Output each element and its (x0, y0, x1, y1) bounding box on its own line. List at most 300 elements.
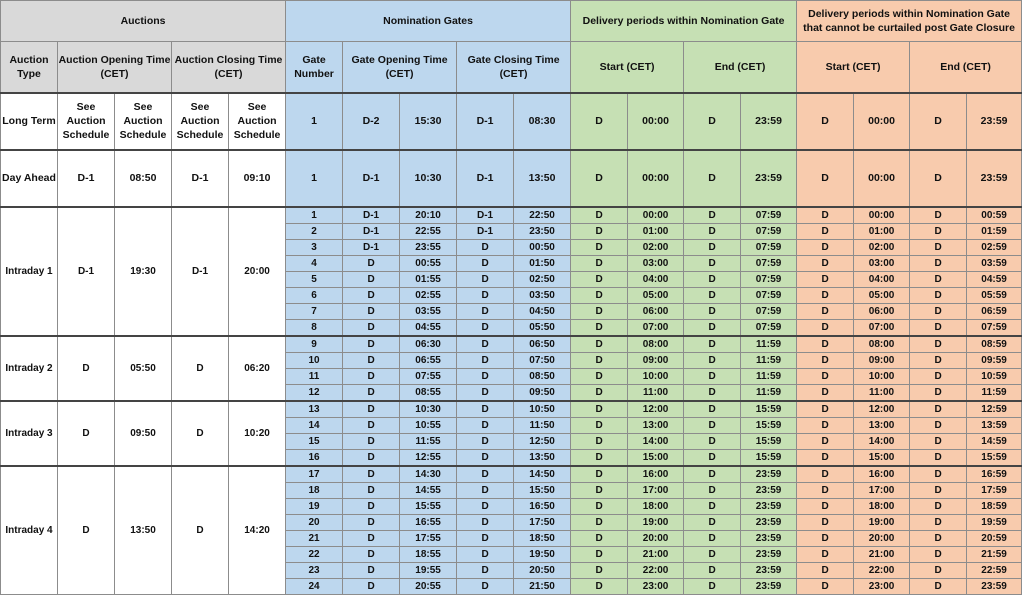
gate-closing-day: D (457, 384, 514, 401)
auction-closing-day: See Auction Schedule (172, 93, 229, 150)
gate-opening-time: 19:55 (400, 562, 457, 578)
gate-opening-time: 10:30 (400, 150, 457, 207)
gate-closing-day: D (457, 401, 514, 418)
gate-opening-day: D (343, 352, 400, 368)
delivery-start-time: 15:00 (628, 449, 684, 466)
delivery-start-time: 09:00 (628, 352, 684, 368)
table-row (1, 336, 1022, 353)
delivery-start-day: D (571, 466, 628, 483)
delivery-start-time: 12:00 (628, 401, 684, 418)
non-curtailable-end-day: D (910, 530, 967, 546)
gate-closing-day: D (457, 303, 514, 319)
auction-closing-time: 10:20 (229, 401, 286, 466)
auction-opening-time: See Auction Schedule (115, 93, 172, 150)
gate-number: 7 (286, 303, 343, 319)
gate-number: 1 (286, 150, 343, 207)
non-curtailable-end-time: 02:59 (967, 239, 1022, 255)
table-row (1, 150, 1022, 207)
gate-number: 10 (286, 352, 343, 368)
delivery-start-time: 14:00 (628, 433, 684, 449)
non-curtailable-start-time: 05:00 (854, 287, 910, 303)
non-curtailable-start-time: 19:00 (854, 514, 910, 530)
gate-opening-day: D-1 (343, 150, 400, 207)
delivery-end-day: D (684, 93, 741, 150)
non-curtailable-start-day: D (797, 271, 854, 287)
delivery-start-day: D (571, 150, 628, 207)
delivery-start-time: 02:00 (628, 239, 684, 255)
gate-opening-day: D (343, 482, 400, 498)
non-curtailable-start-day: D (797, 433, 854, 449)
gate-opening-time: 10:30 (400, 401, 457, 418)
non-curtailable-start-day: D (797, 287, 854, 303)
gate-closing-time: 12:50 (514, 433, 571, 449)
auction-opening-day: D (58, 401, 115, 466)
gate-opening-header: Gate Opening Time (CET) (343, 42, 457, 93)
delivery-end-day: D (684, 207, 741, 224)
non-curtailable-start-time: 08:00 (854, 336, 910, 353)
auction-type-header: Auction Type (1, 42, 58, 93)
auction-opening-header: Auction Opening Time (CET) (58, 42, 172, 93)
gate-number: 2 (286, 223, 343, 239)
delivery-start-time: 21:00 (628, 546, 684, 562)
nomination-gates-header: Nomination Gates (286, 1, 571, 42)
non-curtailable-start-day: D (797, 239, 854, 255)
gate-opening-time: 16:55 (400, 514, 457, 530)
non-curtailable-end-time: 06:59 (967, 303, 1022, 319)
non-curtailable-end-time: 18:59 (967, 498, 1022, 514)
auction-type: Day Ahead (1, 150, 58, 207)
gate-closing-time: 11:50 (514, 417, 571, 433)
delivery-end-time: 07:59 (741, 319, 797, 336)
gate-opening-day: D (343, 417, 400, 433)
delivery-start-time: 19:00 (628, 514, 684, 530)
non-curtailable-start-day: D (797, 417, 854, 433)
delivery-end-day: D (684, 530, 741, 546)
non-curtailable-end-time: 08:59 (967, 336, 1022, 353)
delivery-end-time: 23:59 (741, 514, 797, 530)
delivery-end-day: D (684, 271, 741, 287)
non-curtailable-end-day: D (910, 562, 967, 578)
gate-closing-time: 14:50 (514, 466, 571, 483)
non-curtailable-start-time: 10:00 (854, 368, 910, 384)
delivery-start-time: 04:00 (628, 271, 684, 287)
delivery-end-time: 23:59 (741, 93, 797, 150)
non-curtailable-end-time: 04:59 (967, 271, 1022, 287)
non-curtailable-end-time: 19:59 (967, 514, 1022, 530)
delivery-end-day: D (684, 150, 741, 207)
non-curtailable-end-day: D (910, 239, 967, 255)
delivery-end-day: D (684, 482, 741, 498)
delivery-start-day: D (571, 223, 628, 239)
auction-opening-day: D-1 (58, 150, 115, 207)
gate-closing-header: Gate Closing Time (CET) (457, 42, 571, 93)
non-curtailable-end-time: 13:59 (967, 417, 1022, 433)
gate-opening-day: D (343, 287, 400, 303)
gate-closing-time: 00:50 (514, 239, 571, 255)
non-curtailable-start-time: 17:00 (854, 482, 910, 498)
gate-opening-day: D (343, 368, 400, 384)
non-curtailable-end-header: End (CET) (910, 42, 1022, 93)
delivery-start-day: D (571, 514, 628, 530)
non-curtailable-end-time: 07:59 (967, 319, 1022, 336)
gate-opening-day: D (343, 303, 400, 319)
delivery-end-time: 23:59 (741, 578, 797, 594)
delivery-end-day: D (684, 287, 741, 303)
auction-type: Intraday 1 (1, 207, 58, 336)
delivery-start-day: D (571, 498, 628, 514)
gate-closing-time: 08:50 (514, 368, 571, 384)
gate-number: 5 (286, 271, 343, 287)
gate-number: 1 (286, 93, 343, 150)
non-curtailable-start-time: 14:00 (854, 433, 910, 449)
non-curtailable-start-day: D (797, 514, 854, 530)
gate-opening-time: 23:55 (400, 239, 457, 255)
gate-closing-time: 04:50 (514, 303, 571, 319)
non-curtailable-end-day: D (910, 352, 967, 368)
delivery-start-header: Start (CET) (571, 42, 684, 93)
delivery-end-day: D (684, 401, 741, 418)
delivery-end-time: 15:59 (741, 401, 797, 418)
delivery-end-day: D (684, 319, 741, 336)
non-curtailable-end-time: 20:59 (967, 530, 1022, 546)
auction-opening-time: 05:50 (115, 336, 172, 401)
non-curtailable-end-time: 14:59 (967, 433, 1022, 449)
delivery-start-day: D (571, 255, 628, 271)
delivery-start-time: 23:00 (628, 578, 684, 594)
gate-opening-time: 04:55 (400, 319, 457, 336)
non-curtailable-end-day: D (910, 287, 967, 303)
delivery-start-day: D (571, 401, 628, 418)
delivery-end-day: D (684, 368, 741, 384)
delivery-end-day: D (684, 336, 741, 353)
table-row (1, 466, 1022, 483)
delivery-start-day: D (571, 546, 628, 562)
delivery-end-day: D (684, 498, 741, 514)
non-curtailable-end-day: D (910, 223, 967, 239)
non-curtailable-header: Delivery periods within Nomination Gate that cannot be curtailed post Gate Closure (797, 1, 1022, 42)
gate-opening-time: 06:55 (400, 352, 457, 368)
gate-opening-day: D-1 (343, 239, 400, 255)
delivery-start-day: D (571, 207, 628, 224)
non-curtailable-end-day: D (910, 449, 967, 466)
gate-closing-day: D (457, 319, 514, 336)
gate-opening-time: 02:55 (400, 287, 457, 303)
gate-opening-time: 12:55 (400, 449, 457, 466)
auction-closing-day: D-1 (172, 150, 229, 207)
delivery-start-day: D (571, 578, 628, 594)
delivery-start-time: 05:00 (628, 287, 684, 303)
auction-opening-time: 13:50 (115, 466, 172, 595)
gate-closing-day: D (457, 466, 514, 483)
table-row (1, 401, 1022, 418)
non-curtailable-start-time: 20:00 (854, 530, 910, 546)
non-curtailable-end-day: D (910, 546, 967, 562)
gate-number: 19 (286, 498, 343, 514)
non-curtailable-start-time: 00:00 (854, 150, 910, 207)
delivery-periods-header: Delivery periods within Nomination Gate (571, 1, 797, 42)
gate-number: 11 (286, 368, 343, 384)
delivery-end-day: D (684, 239, 741, 255)
auction-closing-day: D-1 (172, 207, 229, 336)
gate-number: 1 (286, 207, 343, 224)
gate-closing-day: D (457, 417, 514, 433)
gate-closing-day: D (457, 562, 514, 578)
auction-closing-day: D (172, 466, 229, 595)
delivery-start-time: 01:00 (628, 223, 684, 239)
delivery-start-day: D (571, 319, 628, 336)
gate-closing-day: D (457, 498, 514, 514)
auction-opening-day: D (58, 466, 115, 595)
delivery-start-time: 00:00 (628, 207, 684, 224)
non-curtailable-start-time: 09:00 (854, 352, 910, 368)
gate-opening-day: D (343, 514, 400, 530)
gate-number: 20 (286, 514, 343, 530)
gate-closing-day: D-1 (457, 93, 514, 150)
delivery-end-time: 11:59 (741, 336, 797, 353)
delivery-end-time: 15:59 (741, 417, 797, 433)
delivery-start-day: D (571, 93, 628, 150)
non-curtailable-start-time: 07:00 (854, 319, 910, 336)
delivery-end-day: D (684, 303, 741, 319)
gate-closing-time: 13:50 (514, 449, 571, 466)
auction-closing-day: D (172, 401, 229, 466)
non-curtailable-start-time: 15:00 (854, 449, 910, 466)
delivery-start-time: 20:00 (628, 530, 684, 546)
gate-number: 3 (286, 239, 343, 255)
delivery-start-day: D (571, 449, 628, 466)
delivery-end-time: 07:59 (741, 303, 797, 319)
gate-closing-time: 03:50 (514, 287, 571, 303)
non-curtailable-end-time: 01:59 (967, 223, 1022, 239)
non-curtailable-end-time: 05:59 (967, 287, 1022, 303)
gate-closing-day: D (457, 271, 514, 287)
gate-closing-day: D (457, 287, 514, 303)
non-curtailable-end-time: 23:59 (967, 93, 1022, 150)
non-curtailable-start-time: 13:00 (854, 417, 910, 433)
delivery-end-time: 07:59 (741, 239, 797, 255)
delivery-end-time: 23:59 (741, 498, 797, 514)
delivery-end-day: D (684, 578, 741, 594)
gate-opening-time: 14:30 (400, 466, 457, 483)
gate-number: 22 (286, 546, 343, 562)
gate-number: 6 (286, 287, 343, 303)
gate-opening-day: D (343, 466, 400, 483)
non-curtailable-start-time: 03:00 (854, 255, 910, 271)
delivery-start-day: D (571, 271, 628, 287)
non-curtailable-end-day: D (910, 482, 967, 498)
non-curtailable-start-day: D (797, 482, 854, 498)
gate-number: 13 (286, 401, 343, 418)
delivery-end-day: D (684, 433, 741, 449)
gate-closing-time: 02:50 (514, 271, 571, 287)
gate-opening-time: 07:55 (400, 368, 457, 384)
non-curtailable-start-time: 23:00 (854, 578, 910, 594)
delivery-start-day: D (571, 433, 628, 449)
non-curtailable-end-day: D (910, 401, 967, 418)
gate-closing-time: 15:50 (514, 482, 571, 498)
gate-number: 15 (286, 433, 343, 449)
delivery-start-day: D (571, 530, 628, 546)
non-curtailable-end-day: D (910, 319, 967, 336)
non-curtailable-start-day: D (797, 207, 854, 224)
gate-opening-day: D (343, 449, 400, 466)
gate-closing-day: D (457, 336, 514, 353)
gate-number-header: Gate Number (286, 42, 343, 93)
gate-number: 24 (286, 578, 343, 594)
non-curtailable-end-day: D (910, 93, 967, 150)
gate-closing-time: 01:50 (514, 255, 571, 271)
auction-opening-time: 08:50 (115, 150, 172, 207)
gate-number: 9 (286, 336, 343, 353)
delivery-end-time: 23:59 (741, 466, 797, 483)
auction-type: Intraday 4 (1, 466, 58, 595)
gate-opening-day: D (343, 433, 400, 449)
gate-opening-time: 14:55 (400, 482, 457, 498)
delivery-end-time: 23:59 (741, 482, 797, 498)
auction-closing-time: 09:10 (229, 150, 286, 207)
non-curtailable-start-day: D (797, 546, 854, 562)
delivery-end-day: D (684, 352, 741, 368)
non-curtailable-start-day: D (797, 150, 854, 207)
delivery-start-time: 17:00 (628, 482, 684, 498)
gate-closing-time: 23:50 (514, 223, 571, 239)
delivery-start-day: D (571, 303, 628, 319)
gate-closing-time: 06:50 (514, 336, 571, 353)
non-curtailable-start-time: 18:00 (854, 498, 910, 514)
gate-closing-day: D (457, 352, 514, 368)
gate-opening-day: D (343, 319, 400, 336)
auctions-header: Auctions (1, 1, 286, 42)
table-row (1, 207, 1022, 224)
non-curtailable-end-day: D (910, 417, 967, 433)
delivery-end-time: 11:59 (741, 368, 797, 384)
non-curtailable-start-time: 02:00 (854, 239, 910, 255)
gate-closing-day: D (457, 530, 514, 546)
gate-closing-day: D (457, 482, 514, 498)
delivery-end-time: 07:59 (741, 271, 797, 287)
non-curtailable-end-day: D (910, 466, 967, 483)
gate-opening-day: D (343, 530, 400, 546)
gate-closing-time: 08:30 (514, 93, 571, 150)
table-body (1, 93, 1022, 595)
delivery-end-time: 11:59 (741, 352, 797, 368)
gate-opening-day: D (343, 384, 400, 401)
gate-number: 12 (286, 384, 343, 401)
delivery-start-day: D (571, 384, 628, 401)
delivery-end-day: D (684, 417, 741, 433)
delivery-start-time: 22:00 (628, 562, 684, 578)
delivery-start-time: 06:00 (628, 303, 684, 319)
non-curtailable-start-day: D (797, 336, 854, 353)
gate-opening-day: D-2 (343, 93, 400, 150)
delivery-start-day: D (571, 336, 628, 353)
delivery-end-day: D (684, 255, 741, 271)
auction-opening-time: 19:30 (115, 207, 172, 336)
auction-opening-time: 09:50 (115, 401, 172, 466)
non-curtailable-start-day: D (797, 223, 854, 239)
gate-opening-time: 20:55 (400, 578, 457, 594)
gate-closing-day: D (457, 368, 514, 384)
gate-closing-time: 07:50 (514, 352, 571, 368)
non-curtailable-end-time: 03:59 (967, 255, 1022, 271)
gate-closing-time: 21:50 (514, 578, 571, 594)
non-curtailable-start-time: 01:00 (854, 223, 910, 239)
gate-opening-time: 20:10 (400, 207, 457, 224)
delivery-end-time: 23:59 (741, 150, 797, 207)
gate-closing-time: 13:50 (514, 150, 571, 207)
gate-closing-time: 17:50 (514, 514, 571, 530)
non-curtailable-end-time: 22:59 (967, 562, 1022, 578)
delivery-start-day: D (571, 417, 628, 433)
non-curtailable-end-time: 16:59 (967, 466, 1022, 483)
gate-opening-time: 22:55 (400, 223, 457, 239)
gate-closing-day: D (457, 546, 514, 562)
gate-opening-day: D (343, 255, 400, 271)
delivery-end-day: D (684, 223, 741, 239)
gate-opening-day: D (343, 336, 400, 353)
delivery-end-day: D (684, 514, 741, 530)
gate-closing-day: D (457, 255, 514, 271)
non-curtailable-end-time: 09:59 (967, 352, 1022, 368)
auction-closing-day: D (172, 336, 229, 401)
non-curtailable-start-day: D (797, 255, 854, 271)
gate-closing-day: D (457, 449, 514, 466)
delivery-start-day: D (571, 368, 628, 384)
auction-type: Intraday 3 (1, 401, 58, 466)
gate-opening-time: 01:55 (400, 271, 457, 287)
auction-opening-day: See Auction Schedule (58, 93, 115, 150)
non-curtailable-start-day: D (797, 562, 854, 578)
non-curtailable-start-day: D (797, 352, 854, 368)
non-curtailable-end-time: 00:59 (967, 207, 1022, 224)
gate-opening-day: D (343, 498, 400, 514)
gate-number: 18 (286, 482, 343, 498)
delivery-end-time: 07:59 (741, 255, 797, 271)
non-curtailable-end-time: 17:59 (967, 482, 1022, 498)
non-curtailable-start-time: 04:00 (854, 271, 910, 287)
gate-opening-time: 06:30 (400, 336, 457, 353)
gate-opening-time: 10:55 (400, 417, 457, 433)
non-curtailable-start-day: D (797, 530, 854, 546)
delivery-end-day: D (684, 449, 741, 466)
gate-closing-day: D (457, 514, 514, 530)
delivery-end-time: 15:59 (741, 449, 797, 466)
gate-closing-day: D (457, 239, 514, 255)
gate-closing-day: D-1 (457, 223, 514, 239)
auction-opening-day: D-1 (58, 207, 115, 336)
gate-closing-time: 20:50 (514, 562, 571, 578)
delivery-start-day: D (571, 352, 628, 368)
table-row (1, 93, 1022, 150)
gate-closing-time: 05:50 (514, 319, 571, 336)
gate-opening-day: D (343, 271, 400, 287)
gate-closing-day: D-1 (457, 207, 514, 224)
non-curtailable-start-day: D (797, 498, 854, 514)
delivery-start-time: 07:00 (628, 319, 684, 336)
gate-closing-time: 22:50 (514, 207, 571, 224)
non-curtailable-end-day: D (910, 303, 967, 319)
delivery-start-time: 13:00 (628, 417, 684, 433)
auction-type: Intraday 2 (1, 336, 58, 401)
auction-opening-day: D (58, 336, 115, 401)
gate-closing-day: D (457, 433, 514, 449)
gate-number: 16 (286, 449, 343, 466)
gate-closing-time: 19:50 (514, 546, 571, 562)
gate-closing-time: 10:50 (514, 401, 571, 418)
non-curtailable-end-day: D (910, 514, 967, 530)
delivery-start-time: 16:00 (628, 466, 684, 483)
gate-opening-time: 08:55 (400, 384, 457, 401)
